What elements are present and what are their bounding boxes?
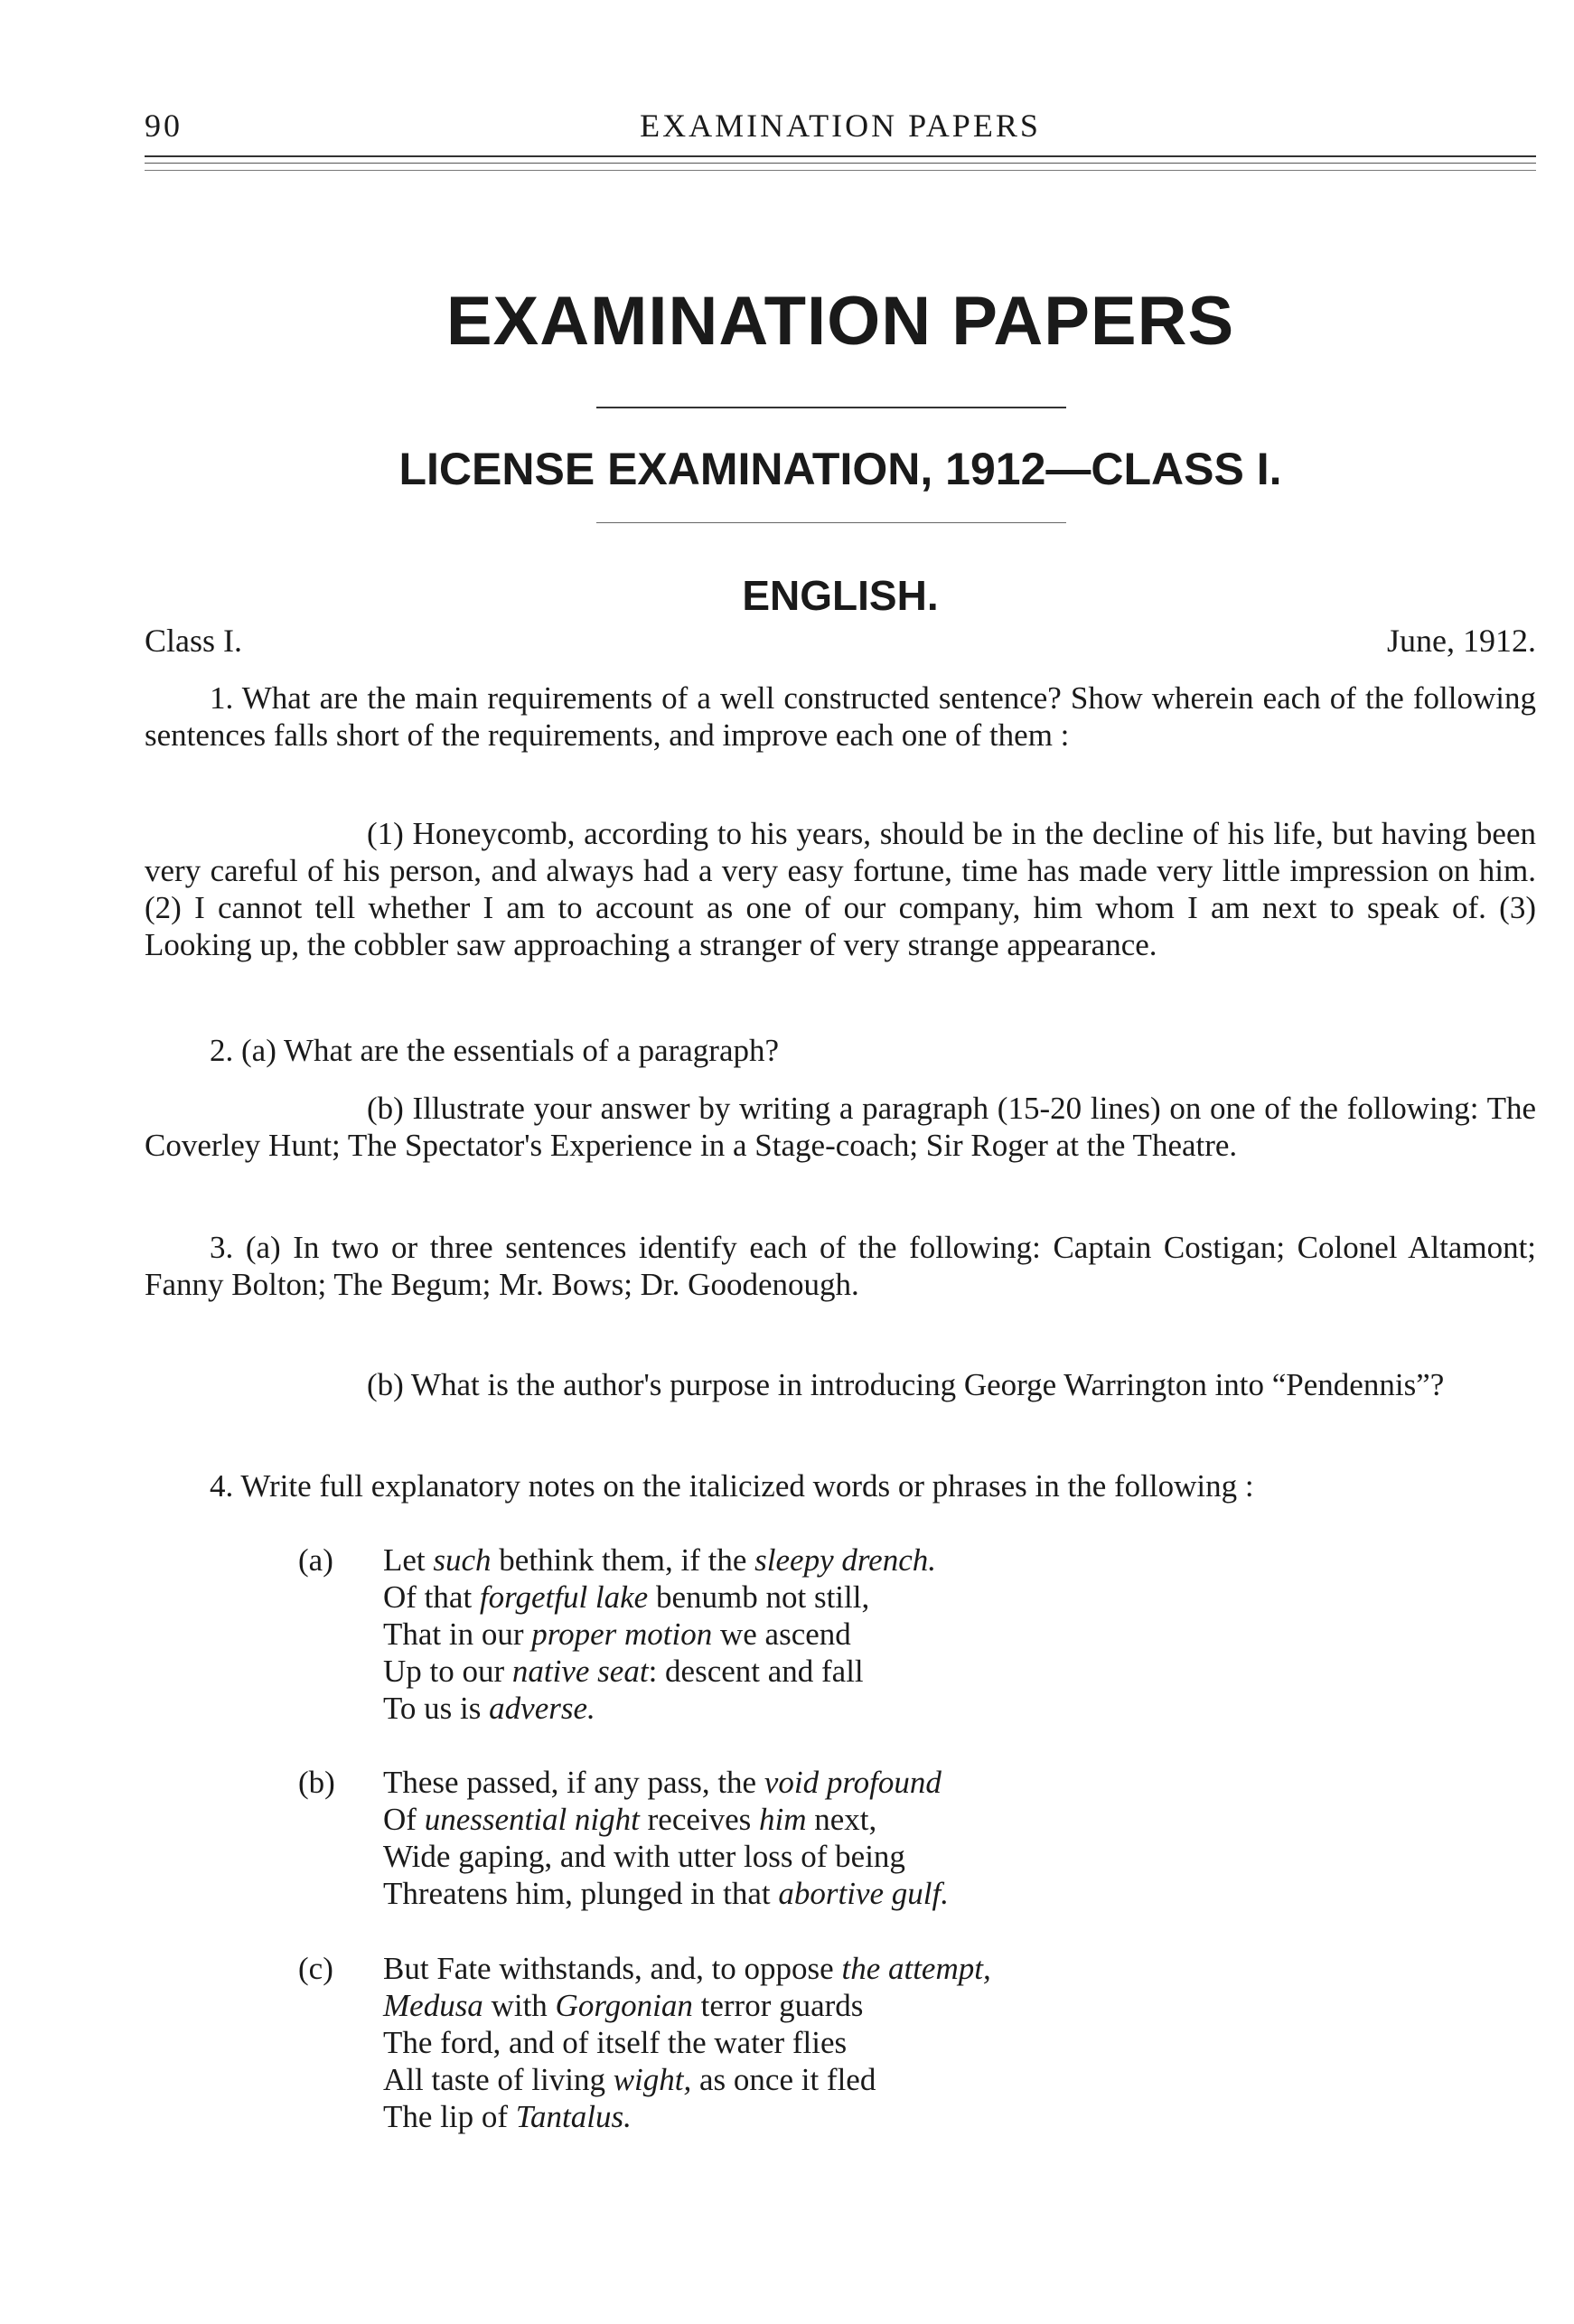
italic-phrase: proper motion xyxy=(531,1616,713,1652)
question-2a xyxy=(145,1032,1536,1069)
verse-line: Wide gaping, and with utter loss of being xyxy=(383,1839,905,1874)
running-title: EXAMINATION PAPERS xyxy=(640,108,1041,144)
header-rule xyxy=(145,155,1536,157)
verse-line: These passed, if any pass, the void profound xyxy=(383,1765,942,1800)
italic-phrase: native seat xyxy=(511,1654,649,1689)
verse-lines xyxy=(383,1542,936,1727)
question-2b: (b) Illustrate your answer by writing a paragraph (15-20 lines) on one of the following: The Coverley Hunt; The Spectator's Experience in a Stage-coach; Sir Roger at the Theatre. xyxy=(145,1091,1536,1163)
running-head xyxy=(145,107,1536,143)
question-text: (a) In two or three sentences identify each of the following: Captain Costigan; Colonel Altamont; Fanny Bolton; The Begum; Mr. Bows; Dr. Goodenough. xyxy=(145,1230,1537,1302)
question-number: 1. xyxy=(210,680,234,716)
header-rule xyxy=(145,170,1536,171)
italic-phrase: void profound xyxy=(764,1765,942,1800)
italic-phrase: abortive gulf. xyxy=(778,1876,949,1911)
italic-phrase: adverse. xyxy=(489,1691,595,1726)
exam-page xyxy=(145,0,1536,2324)
verse-line: That in our proper motion we ascend xyxy=(383,1616,851,1652)
subtitle-rule xyxy=(596,522,1066,523)
question-4 xyxy=(145,1467,1536,1504)
exam-subtitle: LICENSE EXAMINATION, 1912—CLASS I. xyxy=(398,444,1282,494)
italic-phrase: unessential night xyxy=(424,1802,640,1837)
italic-phrase: forgetful lake xyxy=(479,1579,649,1615)
verse-line: Of that forgetful lake benumb not still, xyxy=(383,1579,870,1615)
class-label: Class I. xyxy=(145,623,242,659)
exam-date: June, 1912. xyxy=(1387,623,1536,659)
header-rule xyxy=(145,163,1536,164)
italic-phrase: Gorgonian xyxy=(555,1988,693,2023)
italic-phrase: sleepy drench. xyxy=(754,1542,936,1578)
page-number: 90 xyxy=(145,108,183,144)
verse-line: Medusa with Gorgonian terror guards xyxy=(383,1988,864,2023)
page-title: EXAMINATION PAPERS xyxy=(445,283,1235,360)
verse-lines xyxy=(383,1764,949,1912)
question-text: (a) What are the essentials of a paragraph? xyxy=(241,1033,780,1068)
question-number: 4. xyxy=(210,1468,234,1504)
verse-line: All taste of living wight, as once it fled xyxy=(383,2062,876,2097)
question-number: 2. xyxy=(210,1033,234,1068)
verse-line: Threatens him, plunged in that abortive gulf. xyxy=(383,1876,949,1911)
question-1-sentences: (1) Honeycomb, according to his years, should be in the decline of his life, but having been very careful of his person, and always had a very easy fortune, time has made very little impression on him. (2) I cannot tell whether I am to account as one of our company, him whom I am next to speak of. (3) Looking up, the cobbler saw approaching a stranger of very strange appearance. xyxy=(145,816,1536,962)
italic-phrase: Tantalus. xyxy=(515,2099,632,2134)
verse-line: Up to our native seat: descent and fall xyxy=(383,1654,864,1689)
question-1 xyxy=(145,679,1536,754)
question-3a xyxy=(145,1229,1536,1303)
subject-heading: ENGLISH. xyxy=(742,572,939,619)
italic-phrase: Medusa xyxy=(383,1988,483,2023)
question-text: Write full explanatory notes on the italicized words or phrases in the following : xyxy=(240,1468,1254,1504)
question-3b: (b) What is the author's purpose in introducing George Warrington into “Pendennis”? xyxy=(367,1367,1445,1402)
italic-phrase: the attempt, xyxy=(841,1951,991,1986)
question-text: What are the main requirements of a well constructed sentence? Show wherein each of the following sentences falls short of the requirements, and improve each one of them : xyxy=(145,680,1536,753)
verse-line: Of unessential night receives him next, xyxy=(383,1802,877,1837)
verse-lines xyxy=(383,1950,991,2135)
verse-line: To us is adverse. xyxy=(383,1691,595,1726)
verse-line: The lip of Tantalus. xyxy=(383,2099,632,2134)
passage-label: (b) xyxy=(298,1765,335,1800)
passage-label: (a) xyxy=(298,1542,333,1578)
verse-line: But Fate withstands, and, to oppose the attempt, xyxy=(383,1951,991,1986)
italic-phrase: such xyxy=(433,1542,492,1578)
title-rule xyxy=(596,407,1066,408)
verse-line: Let such bethink them, if the sleepy drench. xyxy=(383,1542,936,1578)
passage-label: (c) xyxy=(298,1951,333,1986)
italic-phrase: wight, xyxy=(613,2062,692,2097)
italic-phrase: him xyxy=(759,1802,807,1837)
verse-line: The ford, and of itself the water flies xyxy=(383,2025,848,2060)
question-number: 3. xyxy=(210,1230,234,1265)
